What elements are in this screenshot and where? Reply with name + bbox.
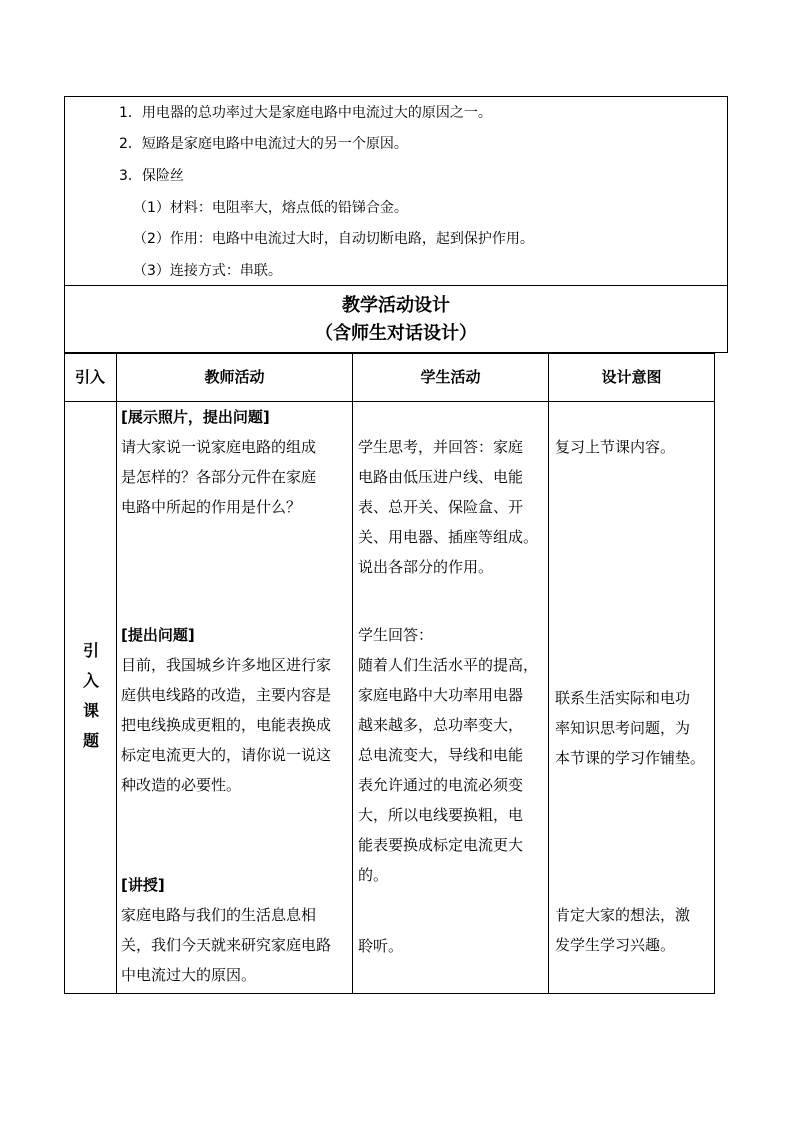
- teacher-block-3-line: 关，我们今天就来研究家庭电路: [121, 936, 332, 954]
- teacher-block-1-heading: [展示照片，提出问题]: [121, 408, 270, 426]
- intent-block-2-line: 率知识思考问题，为: [555, 719, 691, 737]
- header-student-activity: 学生活动: [420, 368, 481, 386]
- section-subtitle: （含师生对话设计）: [315, 323, 477, 344]
- teacher-block-2-heading: [提出问题]: [121, 626, 195, 644]
- student-block-2-line: 的。: [358, 866, 389, 884]
- intent-block-3: [555, 900, 714, 960]
- intent-block-1-line: 复习上节课内容。: [555, 438, 676, 456]
- intent-block-3-line: 发学生学习兴趣。: [555, 936, 676, 954]
- student-block-1-line: 说出各部分的作用。: [358, 558, 494, 576]
- side-title-char-3: 课: [82, 701, 99, 720]
- section-title: 教学活动设计: [342, 295, 450, 316]
- teacher-block-1-line: 电路中所起的作用是什么？: [121, 498, 302, 516]
- summary-item-3-1: （1）材料：电阻率大，熔点低的铅锑合金。: [133, 200, 408, 216]
- teacher-block-2-line: 种改造的必要性。: [121, 776, 242, 794]
- teacher-block-2-line: 目前，我国城乡许多地区进行家: [121, 656, 332, 674]
- teacher-block-1: [121, 402, 351, 522]
- teacher-block-1-line: 请大家说一说家庭电路的组成: [121, 438, 317, 456]
- teacher-block-3-heading: [讲授]: [121, 876, 165, 894]
- summary-item-2: 2．短路是家庭电路中电流过大的另一个原因。: [119, 136, 408, 152]
- student-block-1-line: 关、用电器、插座等组成。: [358, 528, 539, 546]
- student-block-2-line: 越来越多，总功率变大，: [358, 716, 524, 734]
- table-col-divider-1: [116, 353, 117, 994]
- intent-block-2: [555, 683, 714, 773]
- teacher-block-3-line: 家庭电路与我们的生活息息相: [121, 906, 317, 924]
- student-block-2-line: 表允许通过的电流必须变: [358, 776, 524, 794]
- student-block-1-line: 电路由低压进户线、电能: [358, 468, 524, 486]
- table-border-right: [714, 353, 715, 994]
- student-block-2-line: 总电流变大，导线和电能: [358, 746, 524, 764]
- intent-block-3-line: 肯定大家的想法，激: [555, 906, 691, 924]
- header-teacher-activity: 教师活动: [204, 368, 265, 386]
- student-block-1-line: 表、总开关、保险盒、开: [358, 498, 524, 516]
- student-block-1: [358, 432, 548, 582]
- intent-block-2-line: 联系生活实际和电功: [555, 689, 691, 707]
- teacher-block-2-line: 庭供电线路的改造，主要内容是: [121, 686, 332, 704]
- teacher-block-2-line: 标定电流更大的，请你说一说这: [121, 746, 332, 764]
- student-block-1-line: 学生思考，并回答：家庭: [358, 438, 524, 456]
- intent-block-1: [555, 432, 714, 462]
- summary-item-3: 3．保险丝: [119, 168, 184, 184]
- student-block-2-line: 学生回答：: [358, 626, 434, 644]
- table-border-left: [64, 353, 65, 994]
- side-title-char-1: 引: [82, 641, 99, 660]
- summary-item-1: 1．用电器的总功率过大是家庭电路中电流过大的原因之一。: [119, 105, 492, 121]
- side-title: [66, 636, 116, 756]
- summary-item-3-3: （3）连接方式：串联。: [133, 263, 282, 279]
- student-block-2-line: 随着人们生活水平的提高，: [358, 656, 539, 674]
- summary-box: [64, 96, 728, 286]
- teacher-block-2-line: 把电线换成更粗的，电能表换成: [121, 716, 332, 734]
- teacher-block-3: [121, 870, 351, 990]
- student-block-3-line: 聆听。: [358, 937, 404, 955]
- section-heading: [64, 285, 728, 353]
- intent-block-2-line: 本节课的学习作铺垫。: [555, 749, 706, 767]
- student-block-2-line: 大，所以电线要换粗，电: [358, 806, 524, 824]
- student-block-2-line: 能表要换成标定电流更大: [358, 836, 524, 854]
- student-block-2-line: 家庭电路中大功率用电器: [358, 686, 524, 704]
- summary-item-3-2: （2）作用：电路中电流过大时，自动切断电路，起到保护作用。: [133, 231, 534, 247]
- header-intro: 引入: [74, 368, 105, 386]
- side-title-char-4: 题: [82, 731, 99, 750]
- table-border-bottom: [64, 993, 715, 994]
- teacher-block-1-line: 是怎样的？各部分元件在家庭: [121, 468, 317, 486]
- student-block-3: [358, 931, 548, 961]
- table-col-divider-2: [352, 353, 353, 994]
- side-title-char-2: 入: [82, 671, 99, 690]
- header-design-intent: 设计意图: [601, 368, 662, 386]
- teacher-block-2: [121, 620, 351, 800]
- table-border-top: [64, 353, 715, 354]
- student-block-2: [358, 620, 548, 890]
- teacher-block-3-line: 中电流过大的原因。: [121, 966, 257, 984]
- table-col-divider-3: [548, 353, 549, 994]
